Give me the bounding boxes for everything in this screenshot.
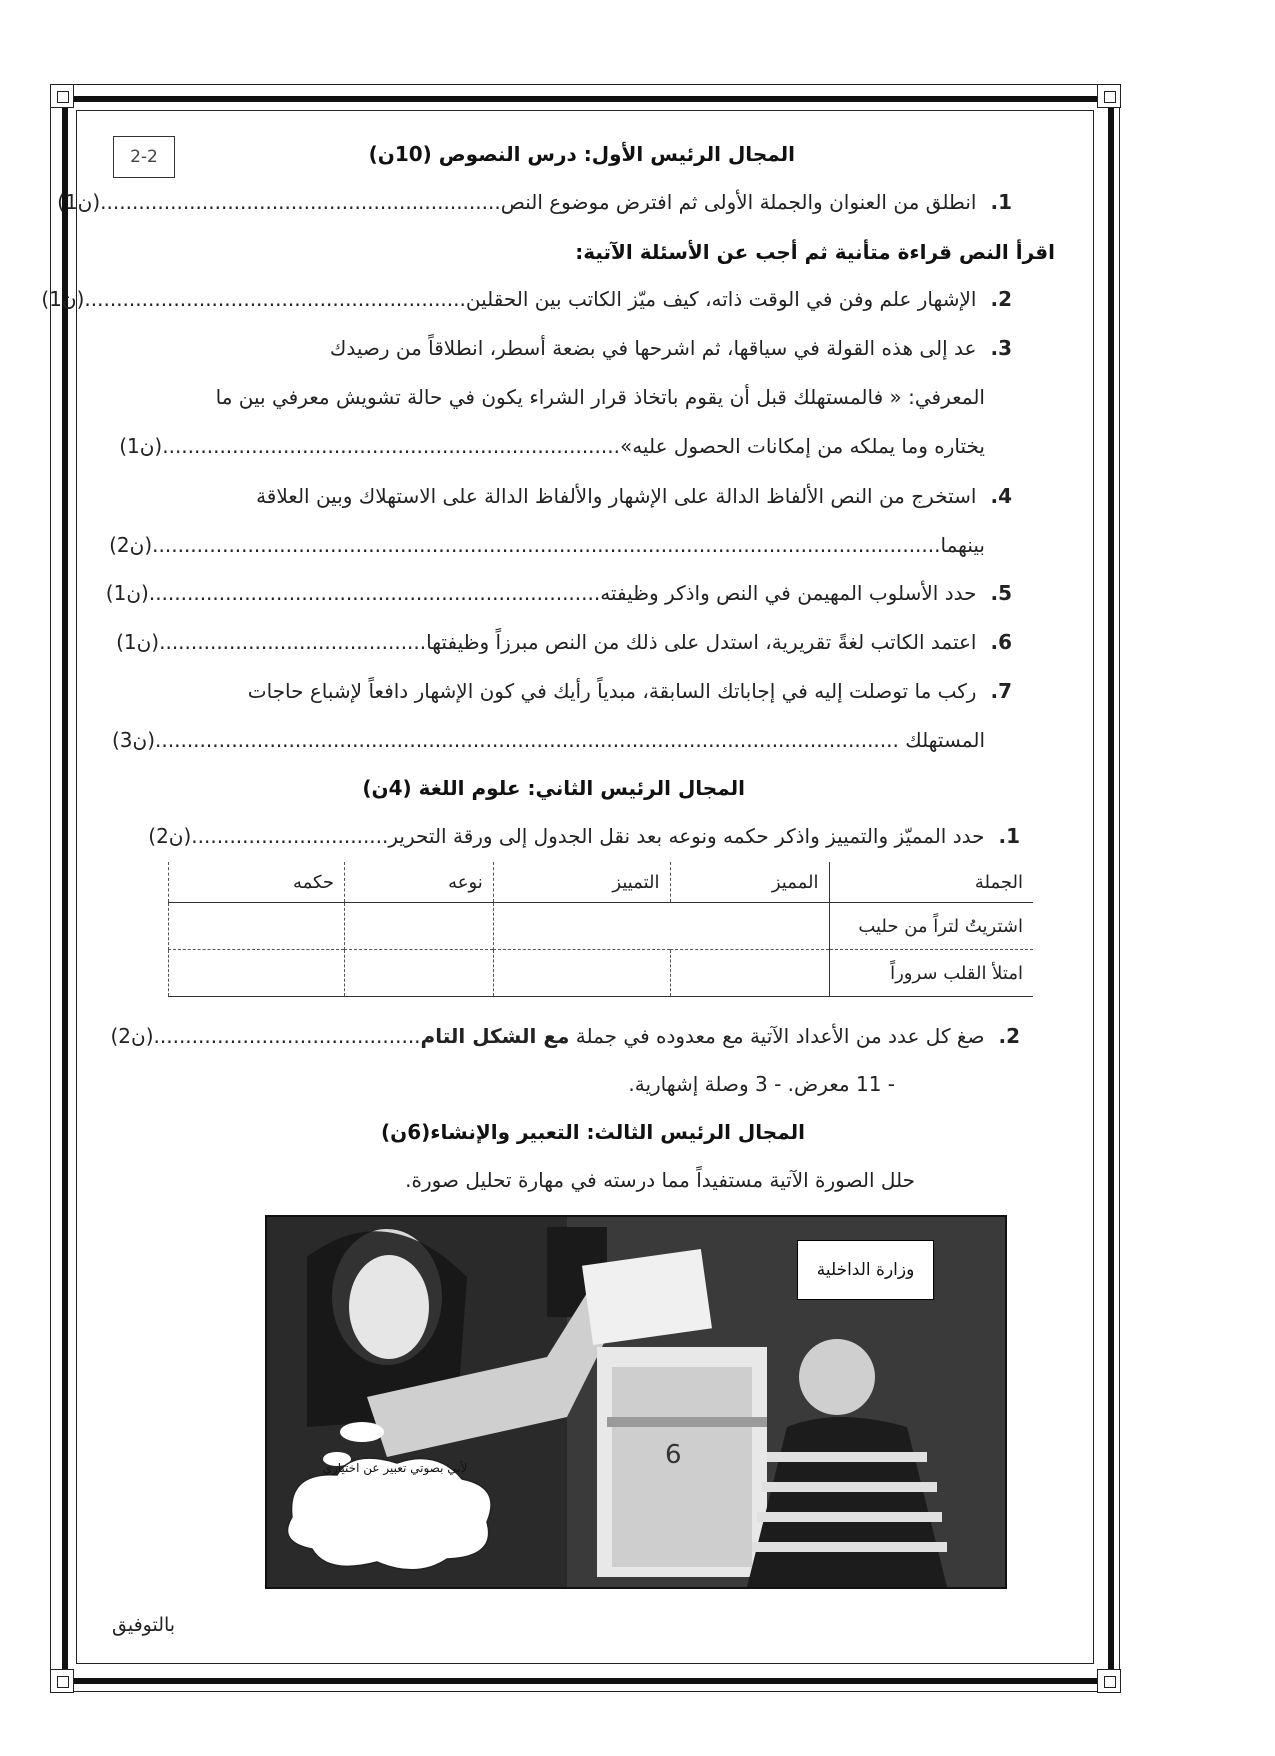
tamyeez-table bbox=[168, 862, 1033, 997]
s2-question-2 bbox=[110, 1024, 1020, 1048]
question-text: المستهلك .................................................................................................................... bbox=[161, 728, 985, 752]
table-cell bbox=[493, 950, 670, 997]
s1-question-3-line1 bbox=[132, 336, 1012, 360]
question-number: 7. bbox=[990, 679, 1012, 703]
table-cell bbox=[670, 903, 829, 950]
question-text: يختاره وما يملكه من إمكانات الحصول عليه»....................................................................... bbox=[168, 434, 985, 458]
s2-question-1 bbox=[140, 824, 1020, 848]
table-cell bbox=[670, 950, 829, 997]
border-corner-bottom-left bbox=[50, 1669, 74, 1693]
question-number: 5. bbox=[990, 581, 1012, 605]
s2-number-items: - 11 معرض. - 3 وصلة إشهارية. bbox=[628, 1072, 895, 1096]
s1-question-7-line1 bbox=[132, 679, 1012, 703]
question-number: 1. bbox=[990, 190, 1012, 214]
s3-instruction: حلل الصورة الآتية مستفيداً مما درسته في مهارة تحليل صورة. bbox=[405, 1168, 915, 1192]
table-row bbox=[169, 950, 1034, 997]
question-number: 2. bbox=[990, 287, 1012, 311]
question-score: (2ن). bbox=[109, 533, 159, 557]
question-text: الإشهار علم وفن في الوقت ذاته، كيف ميّز الكاتب بين الحقلين........................................................... bbox=[90, 287, 977, 311]
question-text: حدد الأسلوب المهيمن في النص واذكر وظيفته...................................................................... bbox=[155, 581, 977, 605]
s1-question-3-line3 bbox=[119, 434, 985, 458]
table-cell: اشتريتُ لتراً من حليب bbox=[829, 903, 1033, 950]
question-text: انطلق من العنوان والجملة الأولى ثم افترض موضوع النص.............................................................. bbox=[106, 190, 977, 214]
question-number: 1. bbox=[998, 824, 1020, 848]
s1-question-2 bbox=[41, 287, 1012, 311]
s1-question-4-line2 bbox=[109, 533, 985, 557]
closing-note: بالتوفيق bbox=[112, 1614, 176, 1636]
question-score: (1ن). bbox=[116, 630, 166, 654]
speech-bubble-text: لأني بصوتي تعبير عن اختياري bbox=[322, 1461, 468, 1475]
table-header-cell: الجملة bbox=[829, 862, 1033, 903]
table-cell: امتلأ القلب سروراً bbox=[829, 950, 1033, 997]
s1-question-3-line2: المعرفي: « فالمستهلك قبل أن يقوم باتخاذ قرار الشراء يكون في حالة تشويش معرفي بين ما bbox=[215, 385, 985, 409]
border-corner-bottom-right bbox=[1097, 1669, 1121, 1693]
question-score: (1ن). bbox=[41, 287, 91, 311]
s1-instruction: اقرأ النص قراءة متأنية ثم أجب عن الأسئلة الآتية: bbox=[575, 240, 1055, 264]
question-text: ......................................... bbox=[159, 1024, 421, 1048]
ministry-sign: وزارة الداخلية bbox=[797, 1240, 934, 1300]
question-score: (2ن). bbox=[110, 1024, 160, 1048]
question-text: بينهما........................................................................................................................... bbox=[158, 533, 985, 557]
table-header-row bbox=[169, 862, 1034, 903]
table-row bbox=[169, 903, 1034, 950]
table-header-cell: التمييز bbox=[493, 862, 670, 903]
question-text: عد إلى هذه القولة في سياقها، ثم اشرحها في بضعة أسطر، انطلاقاً من رصيدك bbox=[329, 336, 977, 360]
table-cell bbox=[345, 950, 494, 997]
s1-question-1 bbox=[57, 190, 1012, 214]
s1-question-7-line2 bbox=[112, 728, 985, 752]
s1-question-4-line1 bbox=[132, 484, 1012, 508]
table-cell bbox=[345, 903, 494, 950]
question-score: (1ن). bbox=[57, 190, 107, 214]
section1-title: المجال الرئيس الأول: درس النصوص (10ن) bbox=[368, 142, 795, 166]
question-number: 6. bbox=[990, 630, 1012, 654]
s1-question-5 bbox=[105, 581, 1012, 605]
question-text: اعتمد الكاتب لغةً تقريرية، استدل على ذلك من النص مبرزاً وظيفتها......................................... bbox=[165, 630, 977, 654]
question-text-bold: مع الشكل التام bbox=[420, 1024, 570, 1048]
section3-title: المجال الرئيس الثالث: التعبير والإنشاء(6ن) bbox=[380, 1120, 805, 1144]
question-number: 4. bbox=[990, 484, 1012, 508]
question-score: (3ن). bbox=[112, 728, 162, 752]
ballot-box-number: 6 bbox=[665, 1440, 682, 1470]
table-cell bbox=[169, 950, 345, 997]
table-header-cell: نوعه bbox=[345, 862, 494, 903]
question-text: صغ كل عدد من الأعداد الآتية مع معدوده في جملة bbox=[575, 1024, 985, 1048]
table-header-cell: المميز bbox=[670, 862, 829, 903]
question-number: 2. bbox=[998, 1024, 1020, 1048]
s1-question-6 bbox=[116, 630, 1012, 654]
question-score: (1ن). bbox=[119, 434, 169, 458]
question-score: (2ن). bbox=[148, 824, 198, 848]
table-cell bbox=[169, 903, 345, 950]
page-number: 2-2 bbox=[113, 136, 175, 178]
question-score: (1ن). bbox=[105, 581, 156, 605]
table-header-cell: حكمه bbox=[169, 862, 345, 903]
border-corner-top-right bbox=[1097, 84, 1121, 108]
section2-title: المجال الرئيس الثاني: علوم اللغة (4ن) bbox=[362, 776, 745, 800]
border-corner-top-left bbox=[50, 84, 74, 108]
question-text: حدد المميّز والتمييز واذكر حكمه ونوعه بعد نقل الجدول إلى ورقة التحرير.............................. bbox=[197, 824, 985, 848]
table-cell bbox=[493, 903, 670, 950]
question-text: استخرج من النص الألفاظ الدالة على الإشهار والألفاظ الدالة على الاستهلاك وبين العلاقة bbox=[256, 484, 977, 508]
question-number: 3. bbox=[990, 336, 1012, 360]
question-text: ركب ما توصلت إليه في إجاباتك السابقة، مبدياً رأيك في كون الإشهار دافعاً لإشباع حاجات bbox=[247, 679, 977, 703]
